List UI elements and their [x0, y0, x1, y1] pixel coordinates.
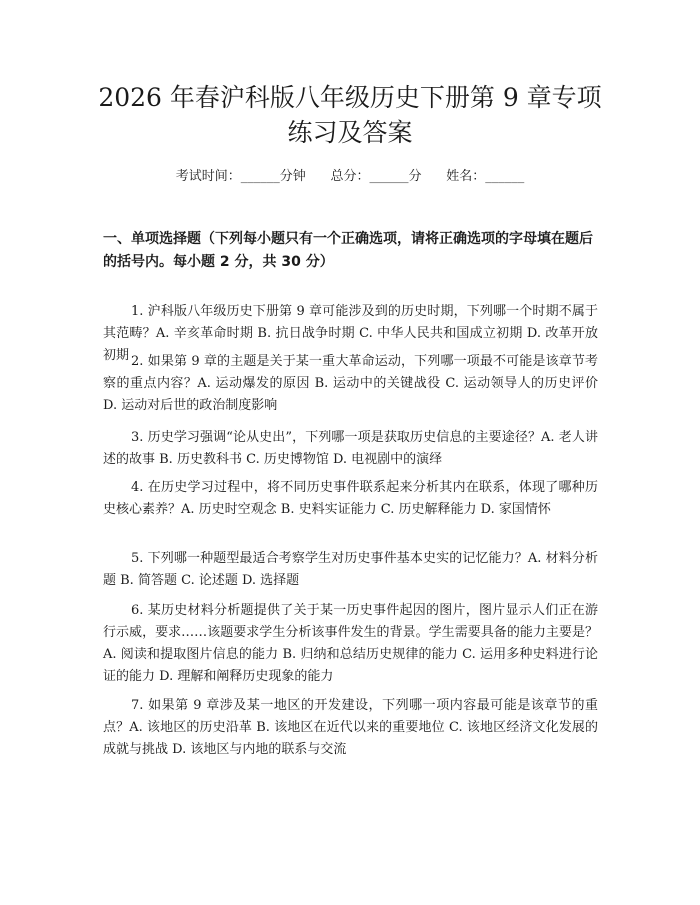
question-4: 4. 在历史学习过程中，将不同历史事件联系起来分析其内在联系，体现了哪种历史核心素养？A. 历史时空观念 B. 史料实证能力 C. 历史解释能力 D. 家国情怀: [103, 480, 598, 517]
question-5: 5. 下列哪一种题型最适合考察学生对历史事件基本史实的记忆能力？A. 材料分析题 B. 简答题 C. 论述题 D. 选择题: [103, 551, 598, 588]
title-line-1: 2026 年春沪科版八年级历史下册第 9 章专项: [98, 83, 602, 112]
exam-info: 考试时间：______分钟 总分：______分 姓名：______: [175, 169, 525, 184]
question-3: 3. 历史学习强调“论从史出”，下列哪一项是获取历史信息的主要途径？A. 老人讲述的故事 B. 历史教科书 C. 历史博物馆 D. 电视剧中的演绎: [103, 430, 598, 467]
document-title: [60, 80, 640, 150]
question-2: 2. 如果第 9 章的主题是关于某一重大革命运动，下列哪一项最不可能是该章节考察的重点内容？A. 运动爆发的原因 B. 运动中的关键战役 C. 运动领导人的历史评价 D. 运动对后世的政治制度影响: [103, 354, 598, 413]
question-1: 1. 沪科版八年级历史下册第 9 章可能涉及到的历史时期，下列哪一个时期不属于其范畴？A. 辛亥革命时期 B. 抗日战争时期 C. 中华人民共和国成立初期 D. 改革开放初期: [103, 304, 598, 363]
title-line-2: 练习及答案: [287, 118, 413, 147]
question-6: 6. 某历史材料分析题提供了关于某一历史事件起因的图片，图片显示人们正在游行示威，要求……该题要求学生分析该事件发生的背景。学生需要具备的能力主要是？A. 阅读和提取图片信息的能力 B. 归纳和总结历史规律的能力 C. 运用多种史料进行论证的能力 D. 理解和阐释历史现象的能力: [103, 603, 598, 684]
question-7: 7. 如果第 9 章涉及某一地区的开发建设，下列哪一项内容最可能是该章节的重点？A. 该地区的历史沿革 B. 该地区在近代以来的重要地位 C. 该地区经济文化发展的成就与挑战 D. 该地区与内地的联系与交流: [103, 698, 598, 757]
section-heading: 一、单项选择题（下列每小题只有一个正确选项，请将正确选项的字母填在题后的括号内。每小题 2 分，共 30 分）: [103, 231, 593, 270]
